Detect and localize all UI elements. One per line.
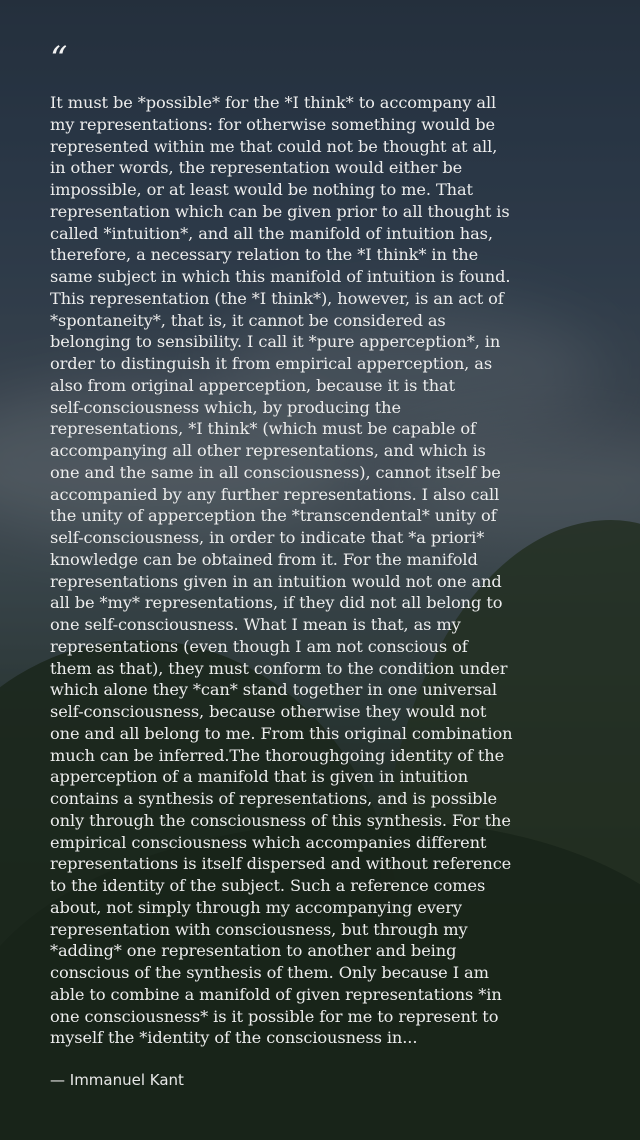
quote-line: myself the *identity of the consciousness in... <box>50 1028 418 1048</box>
quote-line: represented within me that could not be thought at all, <box>50 136 498 156</box>
quote-line: therefore, a necessary relation to the *I think* in the <box>50 245 479 265</box>
quote-line: order to distinguish it from empirical apperception, as <box>50 354 493 373</box>
quote-line: also from original apperception, because it is that <box>50 375 456 395</box>
quote-line: impossible, or at least would be nothing to me. That <box>50 180 473 199</box>
quote-line: It must be *possible* for the *I think* to accompany all <box>50 93 497 112</box>
quote-line: one and all belong to me. From this original combination <box>50 723 513 743</box>
quote-line: one self-consciousness. What I mean is that, as my <box>50 615 461 634</box>
quote-author: — Immanuel Kant <box>50 1071 184 1089</box>
quote-line: about, not simply through my accompanying every <box>50 897 462 917</box>
quote-line: in other words, the representation would either be <box>50 158 463 178</box>
quote-line: representations given in an intuition would not one and <box>50 571 502 591</box>
quote-line: representations (even though I am not conscious of <box>50 636 468 656</box>
quote-line: This representation (the *I think*), however, is an act of <box>50 288 504 308</box>
quote-line: self-consciousness, in order to indicate that *a priori* <box>50 528 485 547</box>
quote-line: self-consciousness which, by producing the <box>50 397 401 417</box>
quote-line: called *intuition*, and all the manifold of intuition has, <box>50 223 493 243</box>
quote-line: one consciousness* is it possible for me to represent to <box>50 1006 499 1026</box>
quote-text <box>50 92 595 1049</box>
quote-line: my representations: for otherwise something would be <box>50 114 496 134</box>
quote-line: able to combine a manifold of given representations *in <box>50 984 502 1004</box>
quote-line: *spontaneity*, that is, it cannot be considered as <box>50 310 446 330</box>
quote-mark-icon: “ <box>50 39 68 79</box>
quote-line: to the identity of the subject. Such a reference comes <box>50 876 486 895</box>
quote-line: belonging to sensibility. I call it *pure apperception*, in <box>50 332 501 352</box>
quote-line: apperception of a manifold that is given in intuition <box>50 767 469 787</box>
quote-line: much can be inferred.The thoroughgoing identity of the <box>50 745 505 765</box>
quote-line: accompanying all other representations, and which is <box>50 441 486 460</box>
quote-line: which alone they *can* stand together in one universal <box>50 680 497 700</box>
quote-line: them as that), they must conform to the condition under <box>50 658 508 678</box>
quote-line: self-consciousness, because otherwise they would not <box>50 702 487 721</box>
quote-line: conscious of the synthesis of them. Only because I am <box>50 963 489 982</box>
quote-line: representations, *I think* (which must be capable of <box>50 419 476 439</box>
quote-line: contains a synthesis of representations, and is possible <box>50 789 498 808</box>
quote-line: representations is itself dispersed and without reference <box>50 854 512 874</box>
quote-line: the unity of apperception the *transcendental* unity of <box>50 506 497 526</box>
quote-line: *adding* one representation to another and being <box>50 941 457 961</box>
quote-line: representation which can be given prior to all thought is <box>50 201 510 221</box>
quote-line: all be *my* representations, if they did not all belong to <box>50 593 503 613</box>
quote-line: knowledge can be obtained from it. For the manifold <box>50 549 478 569</box>
quote-line: empirical consciousness which accompanies different <box>50 832 487 852</box>
quote-line: only through the consciousness of this synthesis. For the <box>50 810 511 830</box>
quote-line: one and the same in all consciousness), cannot itself be <box>50 462 501 482</box>
quote-line: accompanied by any further representations. I also call <box>50 484 500 504</box>
quote-line: representation with consciousness, but through my <box>50 919 468 939</box>
quote-line: same subject in which this manifold of intuition is found. <box>50 267 511 286</box>
